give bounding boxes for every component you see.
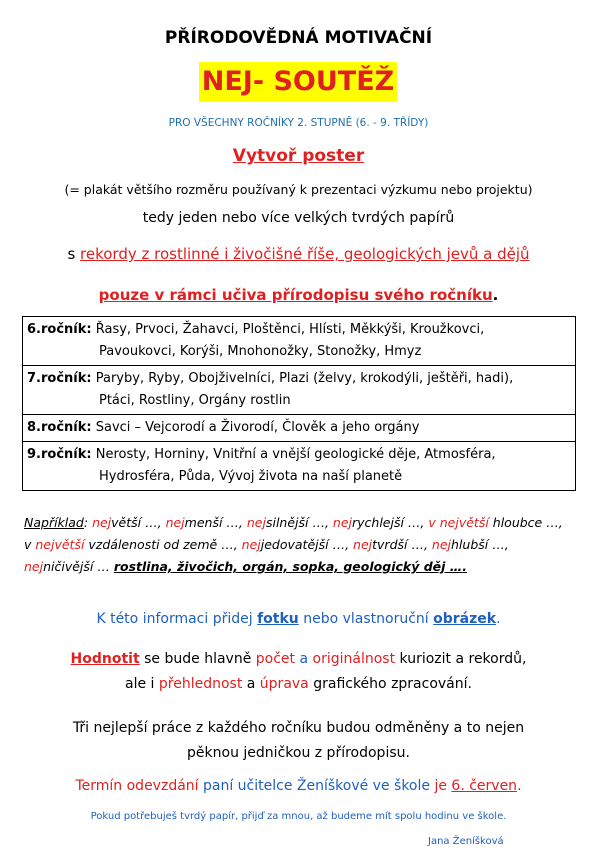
evaluation-label: Hodnotit bbox=[70, 651, 140, 667]
document-title: PŘÍRODOVĚDNÁ MOTIVAČNÍ bbox=[164, 28, 433, 48]
eval-and-2: a bbox=[242, 676, 260, 692]
example-paragraph bbox=[24, 512, 574, 578]
example-segment: tvrdší …, bbox=[372, 537, 432, 552]
records-text: rekordy z rostlinné i živočišné říše, geologických jevů a dějů bbox=[80, 245, 530, 263]
example-segment: nej bbox=[24, 559, 44, 574]
example-segment: nej bbox=[165, 515, 185, 530]
example-segment: hloubce …, v bbox=[24, 515, 563, 552]
grade-label: 9.ročník: bbox=[27, 447, 92, 462]
grade-topics: Paryby, Ryby, Obojživelníci, Plazi (želvy, krokodýli, ještěři, hadi), bbox=[95, 371, 514, 386]
grade-row bbox=[23, 442, 575, 490]
example-segment: . bbox=[462, 559, 468, 574]
example-segment: rychlejší …, bbox=[352, 515, 429, 530]
example-segment: menší …, bbox=[184, 515, 247, 530]
example-segment: v největší bbox=[428, 515, 489, 530]
paper-description: tedy jeden nebo více velkých tvrdých papírů bbox=[142, 210, 455, 226]
example-segment: ničivější … bbox=[43, 559, 114, 574]
photo-word: fotku bbox=[257, 611, 299, 627]
example-segment: vzdálenosti od země …, bbox=[84, 537, 242, 552]
example-segment: nej bbox=[431, 537, 451, 552]
eval-and: a bbox=[295, 651, 313, 667]
records-prefix: s bbox=[67, 245, 81, 263]
eval-text-4: grafického zpracování. bbox=[308, 676, 472, 692]
eval-edit: úprava bbox=[259, 676, 309, 692]
grade-row bbox=[23, 317, 575, 366]
grade-label: 7.ročník: bbox=[27, 371, 92, 386]
example-segment: nej bbox=[92, 515, 112, 530]
eval-originality: originálnost bbox=[312, 651, 396, 667]
eval-count: počet bbox=[255, 651, 296, 667]
grade-topics-cont: Hydrosféra, Půda, Vývoj života na naší planetě bbox=[99, 469, 403, 484]
example-segment: rostlina, živočich, orgán, sopka, geologický děj … bbox=[113, 559, 463, 574]
eval-clarity: přehlednost bbox=[158, 676, 243, 692]
picture-word: obrázek bbox=[433, 611, 497, 627]
scope-suffix: . bbox=[492, 286, 499, 304]
eval-text-2: kuriozit a rekordů, bbox=[395, 651, 527, 667]
deadline-recipient: paní učitelce Ženíškové ve škole bbox=[203, 778, 430, 794]
grade-topics: Nerosty, Horniny, Vnitřní a vnější geologické děje, Atmosféra, bbox=[95, 447, 496, 462]
grade-row bbox=[23, 415, 575, 442]
records-line bbox=[0, 245, 597, 263]
grade-label: 6.ročník: bbox=[27, 322, 92, 337]
signature: Jana Ženíšková bbox=[428, 836, 504, 847]
evaluation-line-1 bbox=[0, 651, 597, 667]
info-line bbox=[0, 611, 597, 627]
grade-label: 8.ročník: bbox=[27, 420, 92, 435]
deadline-suffix: . bbox=[517, 778, 522, 794]
grade-topics-cont: Pavoukovci, Korýši, Mnohonožky, Stonožky, Hmyz bbox=[99, 344, 422, 359]
eval-text: se bude hlavně bbox=[139, 651, 256, 667]
example-segment: největší bbox=[35, 537, 85, 552]
grades-table bbox=[22, 316, 576, 491]
info-prefix: K této informaci přidej bbox=[96, 611, 258, 627]
grade-topics: Řasy, Prvoci, Žahavci, Ploštěnci, Hlísti, Měkkýši, Kroužkovci, bbox=[95, 322, 485, 337]
info-suffix: . bbox=[496, 611, 501, 627]
paper-note: Pokud potřebuješ tvrdý papír, přijď za mnou, až budeme mít spolu hodinu ve škole. bbox=[90, 811, 507, 822]
eval-text-3: ale i bbox=[125, 676, 159, 692]
evaluation-line-2 bbox=[0, 676, 597, 692]
deadline-is: je bbox=[430, 778, 452, 794]
scope-text: pouze v rámci učiva přírodopisu svého ročníku bbox=[98, 286, 493, 304]
example-segment: jedovatější …, bbox=[260, 537, 354, 552]
grade-topics: Savci – Vejcorodí a Živorodí, Člověk a jeho orgány bbox=[95, 420, 420, 435]
grade-row bbox=[23, 366, 575, 415]
example-segment: nej bbox=[353, 537, 373, 552]
reward-line-2: pěknou jedničkou z přírodopisu. bbox=[187, 745, 410, 761]
info-middle: nebo vlastnoruční bbox=[298, 611, 434, 627]
poster-definition: (= plakát většího rozměru používaný k prezentaci výzkumu nebo projektu) bbox=[64, 182, 533, 197]
example-segment: nej bbox=[246, 515, 266, 530]
example-segment: : bbox=[83, 515, 93, 530]
scope-line bbox=[0, 286, 597, 304]
example-segment: hlubší …, bbox=[451, 537, 509, 552]
contest-title: NEJ- SOUTĚŽ bbox=[199, 62, 397, 102]
example-segment: větší …, bbox=[111, 515, 166, 530]
example-segment: Například bbox=[24, 515, 84, 530]
deadline-line bbox=[0, 778, 597, 794]
grade-topics-cont: Ptáci, Rostliny, Orgány rostlin bbox=[99, 393, 291, 408]
example-segment: silnější …, bbox=[265, 515, 333, 530]
deadline-date: 6. červen bbox=[451, 778, 518, 794]
example-segment: nej bbox=[241, 537, 261, 552]
deadline-label: Termín odevzdání bbox=[75, 778, 203, 794]
subtitle: PRO VŠECHNY ROČNÍKY 2. STUPNĚ (6. - 9. TŘÍDY) bbox=[168, 117, 429, 129]
example-segment: nej bbox=[332, 515, 352, 530]
poster-heading: Vytvoř poster bbox=[232, 146, 365, 166]
reward-line-1: Tři nejlepší práce z každého ročníku budou odměněny a to nejen bbox=[72, 720, 525, 736]
